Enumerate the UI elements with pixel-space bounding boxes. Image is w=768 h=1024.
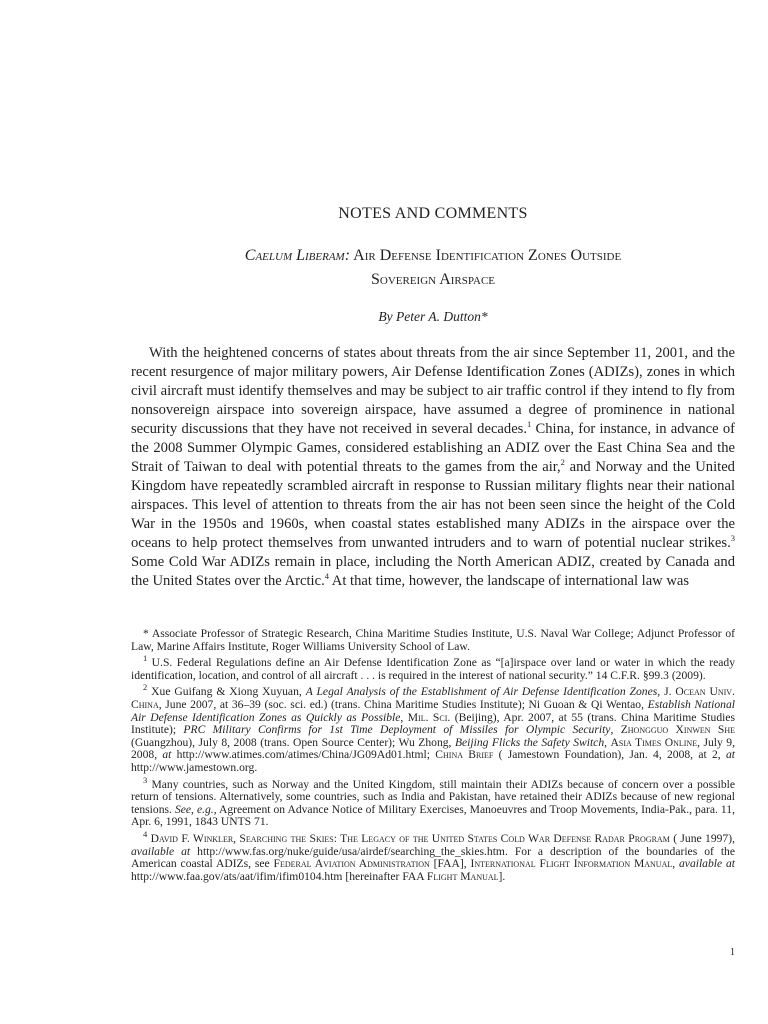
journal-name: Mil. Sci. [407,710,451,724]
footnote-ref-4[interactable]: 4 [324,571,329,582]
footnote-ref-2[interactable]: 2 [560,457,565,468]
body-sentence-2: China, for instance, in advance of the 2008 Summer Olympic Games, considered establishing an ADIZ over the East China Sea and the Strait of Taiwan to deal with potential threats to the games from the air, [131,421,735,475]
title-line2: Sovereign Airspace [370,271,495,288]
body-sentence-5: At that time, however, the landscape of international law was [328,573,690,589]
footnote-text: , June 2007, at 36–39 (soc. sci. ed.) (trans. China Maritime Studies Institute); Ni Guoan & Qi Wentao, [158,697,648,711]
footnote-3 [131,774,735,829]
title-line1-rest: Air Defense Identification Zones Outside [350,247,622,264]
agency-name: Federal Aviation Administration [273,857,430,871]
signal-word: available at [131,844,191,858]
footnotes [131,628,735,887]
footnote-ref-3[interactable]: 3 [730,533,735,544]
journal-name: Zhongguo Xinwen She [620,723,735,737]
footnote-text: , [610,723,621,737]
footnote-2 [131,682,736,774]
journal-name: China Brief [435,748,494,762]
journal-name: Ocean Univ. China [131,685,735,711]
footnote-text: Xue Guifang & Xiong Xuyuan, [147,685,306,699]
citation-title: A Legal Analysis of the Establishment of Air Defense Identification Zones, [305,685,661,699]
section-heading: NOTES AND COMMENTS [338,205,528,222]
footnote-1 [131,653,735,682]
title-lead: Caelum Liberam: [244,247,351,264]
footnote-text: (Beijing), Apr. 2007, at 55 (trans. China Maritime Studies Institute); [131,710,736,737]
footnote-text: Many countries, such as Norway and the United Kingdom, still maintain their ADIZs because of concern over a possible return of tensions. Alternatively, some countries, such as India and Pakistan, have retained their ADIZs because of new regional tensions. [131,777,735,816]
footnote-mark: 4 [143,829,148,840]
footnote-url-text[interactable]: http://www.jamestown.org. [131,760,258,774]
book-title: International Flight Information Manual [470,857,673,871]
footnote-url-text[interactable]: http://www.atimes.com/atimes/China/JG09Ad01.html; [171,748,436,762]
footnote-mark: 1 [143,653,148,664]
footnote-text: , [604,735,611,749]
footnote-text: Associate Professor of Strategic Research, China Maritime Studies Institute, U.S. Naval War College; Adjunct Professor of Law, Marine Affairs Institute, Roger Williams University School of Law. [131,627,735,653]
body-paragraph [131,344,735,591]
book-title: David F. Winkler, Searching the Skies: The Legacy of the United States Cold War Defense Radar Program [147,831,670,845]
signal-word: at [162,748,172,762]
body-sentence-1: With the heightened concerns of states about threats from the air since September 11, 2001, and the recent resurgence of major military powers, Air Defense Identification Zones (ADIZs), zones in which civil aircraft must identify themselves and may be subject to air traffic control if they intend to fly from nonsovereign airspace into sovereign airspace, have assumed a degree of prominence in national security discussions that they have not received in several decades. [131,345,735,437]
document-page [131,0,735,1024]
citation-title: Beijing Flicks the Safety Switch [454,735,605,749]
footnote-text: ( June 1997), [669,831,735,845]
citation-title: PRC Military Confirms for 1st Time Deployment of Missiles for Olympic Security [183,723,611,737]
article-title [131,244,735,292]
footnote-url-text[interactable]: http://www.faa.gov/ats/aat/ifim/ifim0104.htm [hereinafter [131,869,403,883]
footnote-mark: 3 [143,774,148,785]
footnote-text: , July 9, 2008, [131,735,735,762]
citation-title: Establish National Air Defense Identification Zones as Quickly as Possible, [131,697,735,724]
footnote-text: ( Jamestown Foundation), Jan. 4, 2008, at 2, [493,748,726,762]
footnote-text: ]. [498,869,506,883]
page-number: 1 [730,947,735,958]
byline: By Peter A. Dutton* [378,309,488,324]
footnote-text: J. [660,685,676,699]
footnote-mark: 2 [143,682,148,693]
footnote-text: , Agreement on Advance Notice of Military Exercises, Manoeuvres and Troop Movements, India-Pak., para. 11, Apr. 6, 1991, 1843 UNTS 71. [131,802,735,829]
footnote-text: (Guangzhou), July 8, 2008 (trans. Open Source Center); Wu Zhong, [131,735,455,749]
signal-word: available at [679,857,736,871]
footnote-text: [FAA], [429,857,471,871]
footnote-url-text[interactable]: http://www.fas.org/nuke/guide/usa/airdef/searching_the_skies.htm. For a description of the boundaries of the American coastal ADIZs, see [131,844,736,871]
footnote-mark: * [143,627,149,640]
signal-word: See, e.g. [174,802,214,816]
body-sentence-3: and Norway and the United Kingdom have repeatedly scrambled aircraft in response to Russian military flights near their national airspaces. This level of attention to threats from the air has not been seen since the height of the Cold War in the 1950s and 1960s, when coastal states established many ADIZs in the airspace over the oceans to help protect themselves from unwanted intruders and to warn of potential nuclear strikes. [131,459,735,551]
short-form-title: FAA Flight Manual [402,869,499,883]
footnote-4 [131,829,736,883]
signal-word: at [725,748,735,762]
footnote-ref-1[interactable]: 1 [527,419,532,430]
footnote-author [131,628,735,653]
body-sentence-4: Some Cold War ADIZs remain in place, including the North American ADIZ, created by Canada and the United States over the Arctic. [131,554,735,589]
footnote-text: , [672,857,679,871]
footnote-text: U.S. Federal Regulations define an Air Defense Identification Zone as “[a]irspace over land or water in which the ready identification, location, and control of all aircraft . . . is required in the interest of national security.” 14 C.F.R. §99.3 (2009). [131,656,735,682]
journal-name: Asia Times Online [610,735,698,749]
